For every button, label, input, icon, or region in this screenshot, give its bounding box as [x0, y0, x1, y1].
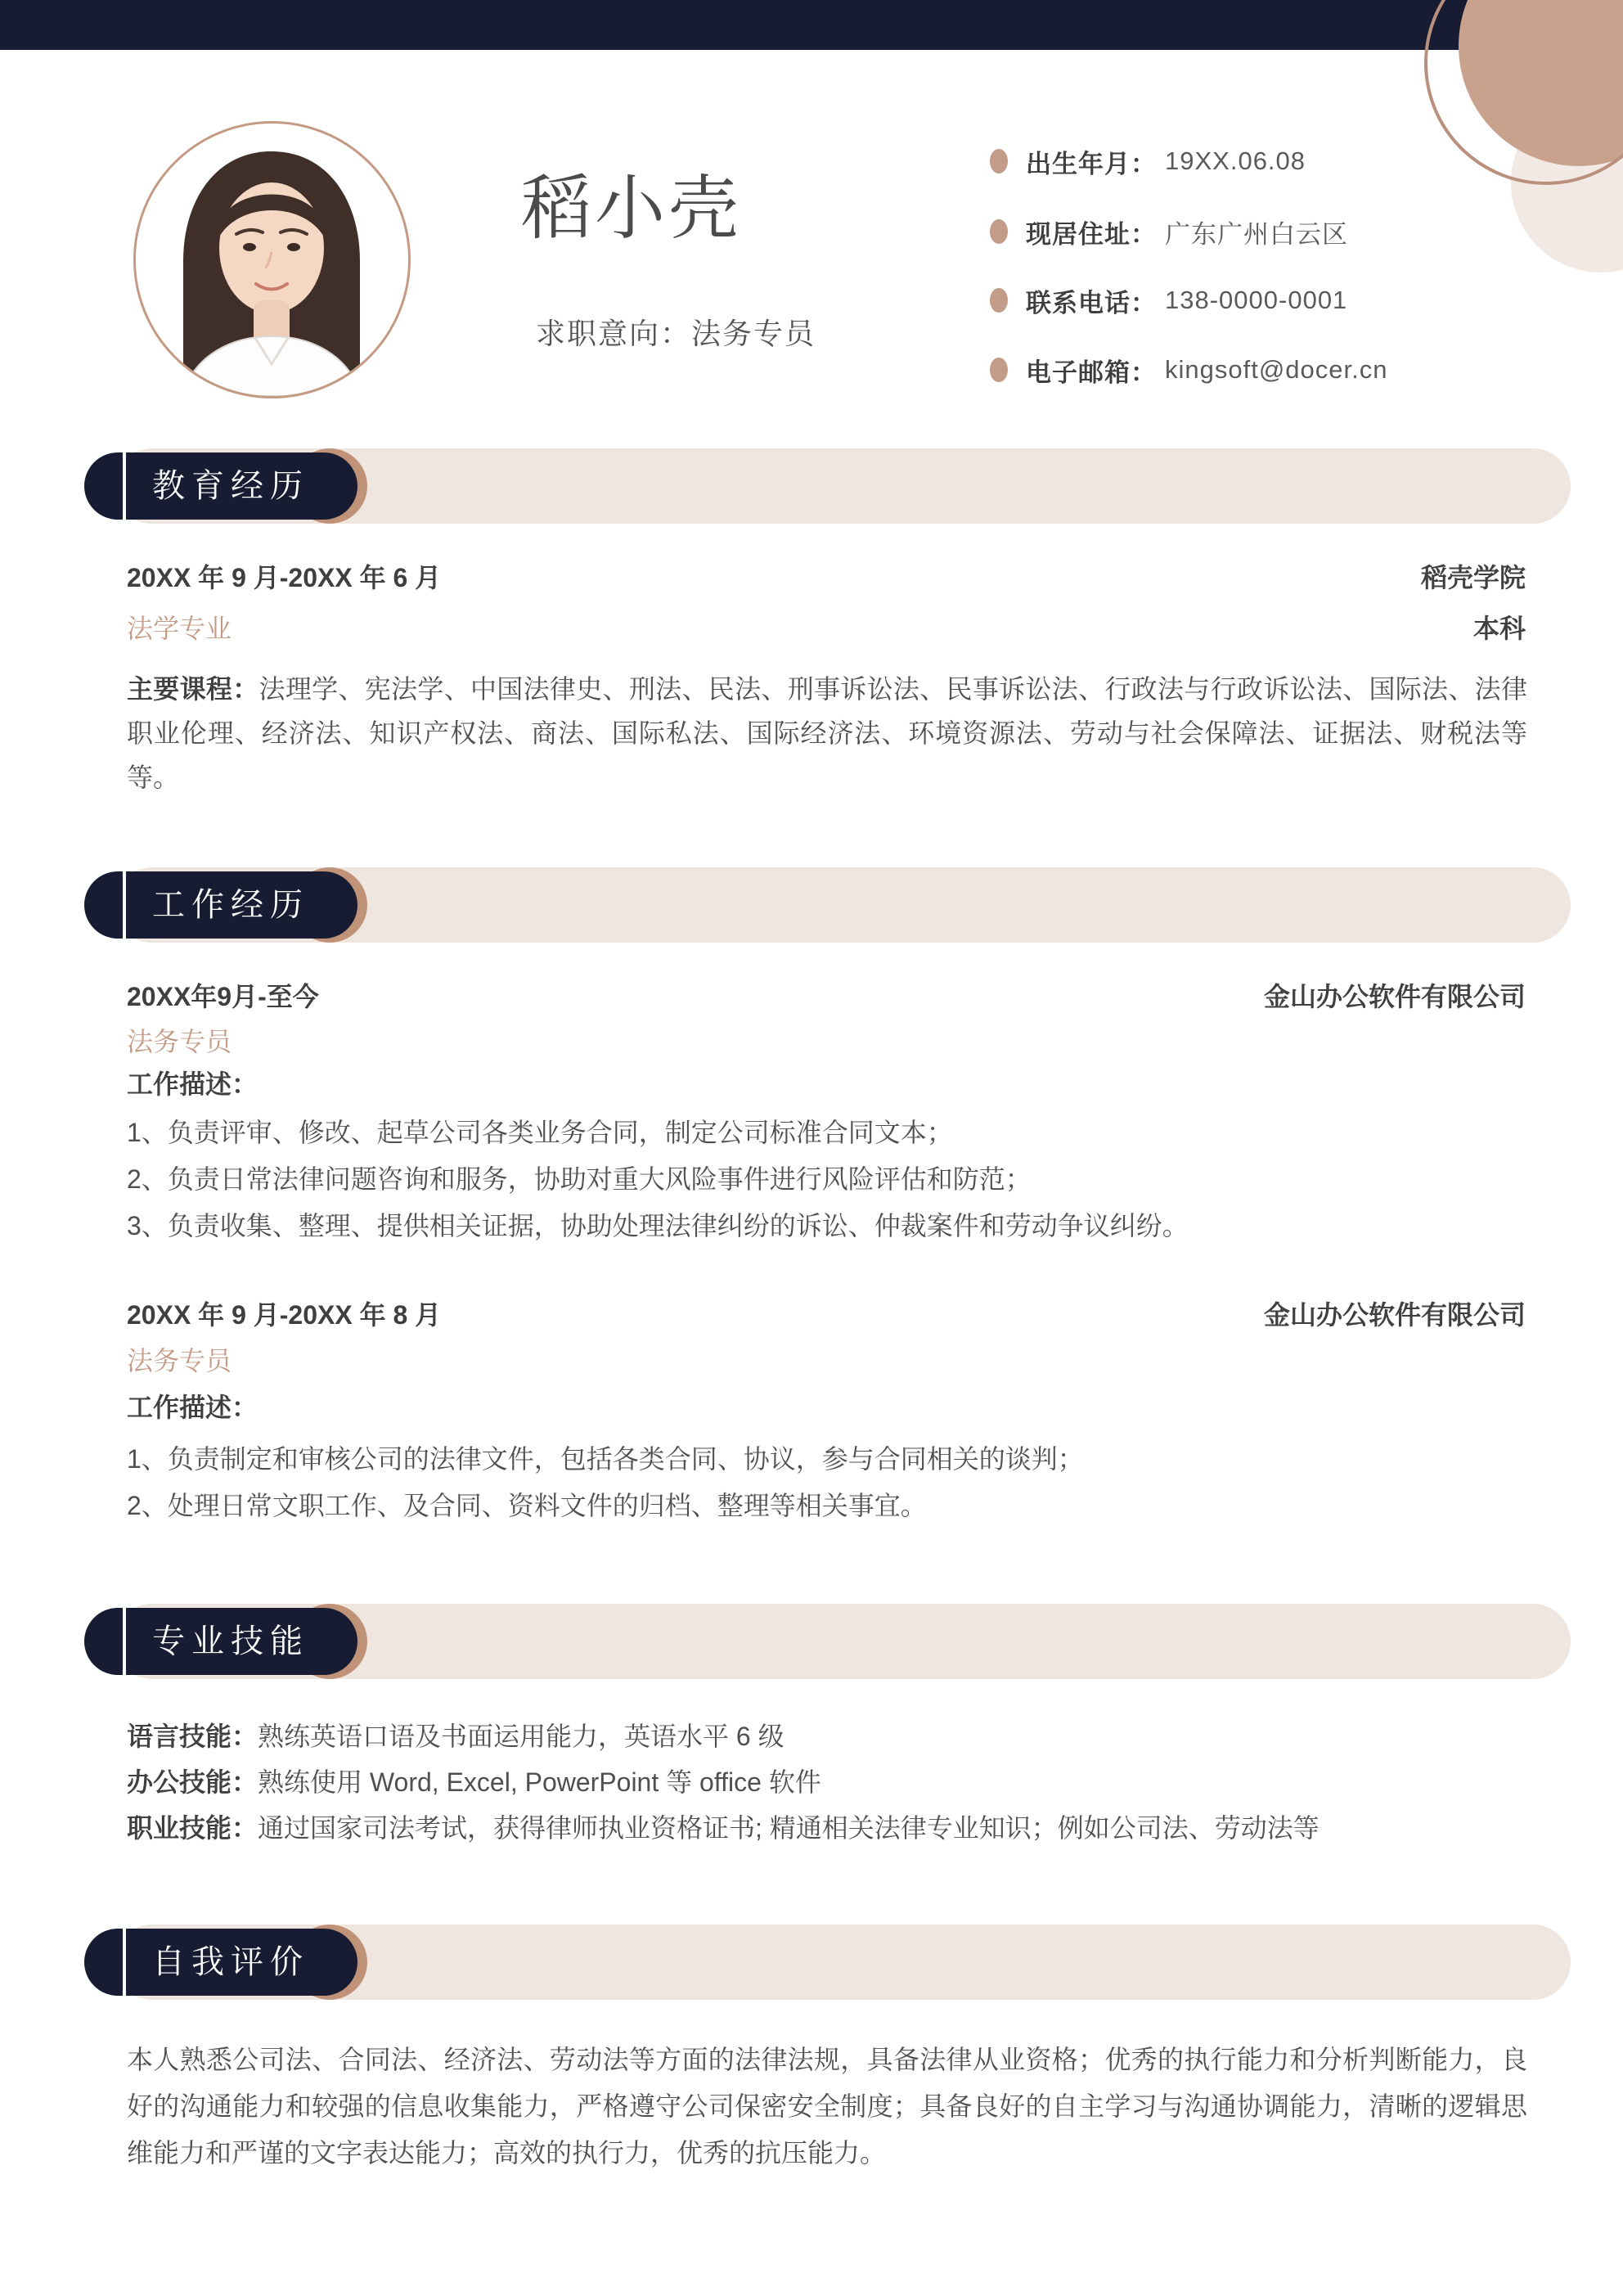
job1-company: 金山办公软件有限公司	[1263, 982, 1526, 1011]
skill-label: 办公技能：	[127, 1767, 259, 1797]
education-period: 20XX 年 9 月-20XX 年 6 月	[127, 563, 442, 592]
contact-row-email	[990, 352, 1530, 388]
job2-role: 法务专员	[127, 1346, 232, 1375]
job2-role-row	[127, 1343, 1526, 1379]
job2-item-2: 2、处理日常文职工作、及合同、资料文件的归档、整理等相关事宜。	[127, 1491, 927, 1520]
contact-value: kingsoft@docer.cn	[1165, 355, 1388, 384]
courses-label: 主要课程：	[127, 674, 259, 704]
profile-photo	[133, 121, 411, 398]
section-divider-line	[123, 452, 126, 520]
education-degree: 本科	[1472, 614, 1526, 643]
top-accent-bar	[0, 0, 1623, 50]
education-major-row	[127, 610, 1526, 646]
woman-avatar-icon	[136, 124, 408, 396]
contact-label: 出生年月：	[1026, 149, 1157, 178]
job1-item-2: 2、负责日常法律问题咨询和服务，协助对重大风险事件进行风险评估和防范；	[127, 1164, 1032, 1194]
job-intention-value: 法务专员	[691, 317, 816, 350]
courses-text: 法理学、宪法学、中国法律史、刑法、民法、刑事诉讼法、民事诉讼法、行政法与行政诉讼法、国际法、法律职业伦理、经济法、知识产权法、商法、国际私法、国际经济法、环境资源法、劳动与社会保障法、证据法、财税法等等。	[127, 674, 1527, 792]
job2-company: 金山办公软件有限公司	[1263, 1300, 1526, 1330]
section-title: 教育经历	[152, 468, 309, 504]
contact-label: 联系电话：	[1026, 288, 1157, 317]
job1-period-row	[127, 979, 1526, 1015]
job1-period: 20XX年9月-至今	[127, 982, 319, 1011]
skill-office	[127, 1764, 1527, 1800]
job1-item-3: 3、负责收集、整理、提供相关证据，协助处理法律纠纷的诉讼、仲裁案件和劳动争议纠纷。	[127, 1211, 1189, 1240]
section-header-evaluation	[0, 1925, 1623, 2000]
job2-item-1: 1、负责制定和审核公司的法律文件，包括各类合同、协议，参与合同相关的谈判；	[127, 1444, 1084, 1474]
education-major: 法学专业	[127, 614, 232, 643]
contact-row-phone	[990, 282, 1530, 318]
job-intention	[536, 316, 816, 352]
job1-role-row	[127, 1024, 1526, 1060]
section-header-skills	[0, 1604, 1623, 1679]
contact-value: 138-0000-0001	[1165, 286, 1348, 314]
education-period-row	[127, 560, 1526, 596]
section-title: 自我评价	[152, 1944, 309, 1980]
job1-role: 法务专员	[127, 1027, 232, 1056]
job1-desc-label-row	[127, 1066, 1526, 1102]
bullet-icon	[990, 288, 1008, 313]
skill-label: 职业技能：	[127, 1813, 259, 1843]
education-school: 稻壳学院	[1420, 563, 1526, 592]
job-intention-label: 求职意向：	[536, 317, 692, 350]
section-header-education	[0, 448, 1623, 524]
skill-professional	[127, 1810, 1527, 1846]
section-divider-line	[123, 871, 126, 939]
job2-desc-label-row	[127, 1389, 1526, 1425]
section-divider-line	[123, 1608, 126, 1675]
evaluation-text: 本人熟悉公司法、合同法、经济法、劳动法等方面的法律法规，具备法律从业资格；优秀的执行能力和分析判断能力，良好的沟通能力和较强的信息收集能力，严格遵守公司保密安全制度；具备良好的自主学习与沟通协调能力，清晰的逻辑思维能力和严谨的文字表达能力；高效的执行力，优秀的抗压能力。	[127, 2045, 1527, 2168]
job1-item-1: 1、负责评审、修改、起草公司各类业务合同，制定公司标准合同文本；	[127, 1118, 953, 1147]
skill-text: 熟练英语口语及书面运用能力，英语水平 6 级	[258, 1722, 785, 1751]
skill-text: 熟练使用 Word, Excel, PowerPoint 等 office 软件	[258, 1767, 821, 1797]
job2-period: 20XX 年 9 月-20XX 年 8 月	[127, 1300, 442, 1330]
section-title: 专业技能	[152, 1623, 309, 1659]
job2-desc-label: 工作描述：	[127, 1393, 259, 1422]
job1-items	[127, 1110, 1527, 1249]
candidate-name: 稻小壳	[521, 169, 742, 248]
section-title: 工作经历	[152, 887, 309, 923]
skill-label: 语言技能：	[127, 1722, 259, 1751]
section-divider-line	[123, 1929, 126, 1996]
section-header-work	[0, 867, 1623, 943]
contact-row-birth	[990, 143, 1530, 179]
contact-value: 广东广州白云区	[1165, 219, 1348, 249]
contact-row-address	[990, 214, 1530, 250]
skill-language	[127, 1718, 1527, 1754]
bullet-icon	[990, 149, 1008, 173]
job2-period-row	[127, 1297, 1526, 1333]
contact-value: 19XX.06.08	[1165, 146, 1306, 175]
bullet-icon	[990, 358, 1008, 382]
contact-label: 现居住址：	[1026, 219, 1157, 249]
education-courses	[127, 667, 1527, 799]
contact-label: 电子邮箱：	[1026, 358, 1157, 387]
job1-desc-label: 工作描述：	[127, 1069, 259, 1099]
bullet-icon	[990, 219, 1008, 244]
skill-text: 通过国家司法考试，获得律师执业资格证书; 精通相关法律专业知识；例如公司法、劳动法等	[258, 1813, 1320, 1843]
job2-items	[127, 1436, 1527, 1529]
